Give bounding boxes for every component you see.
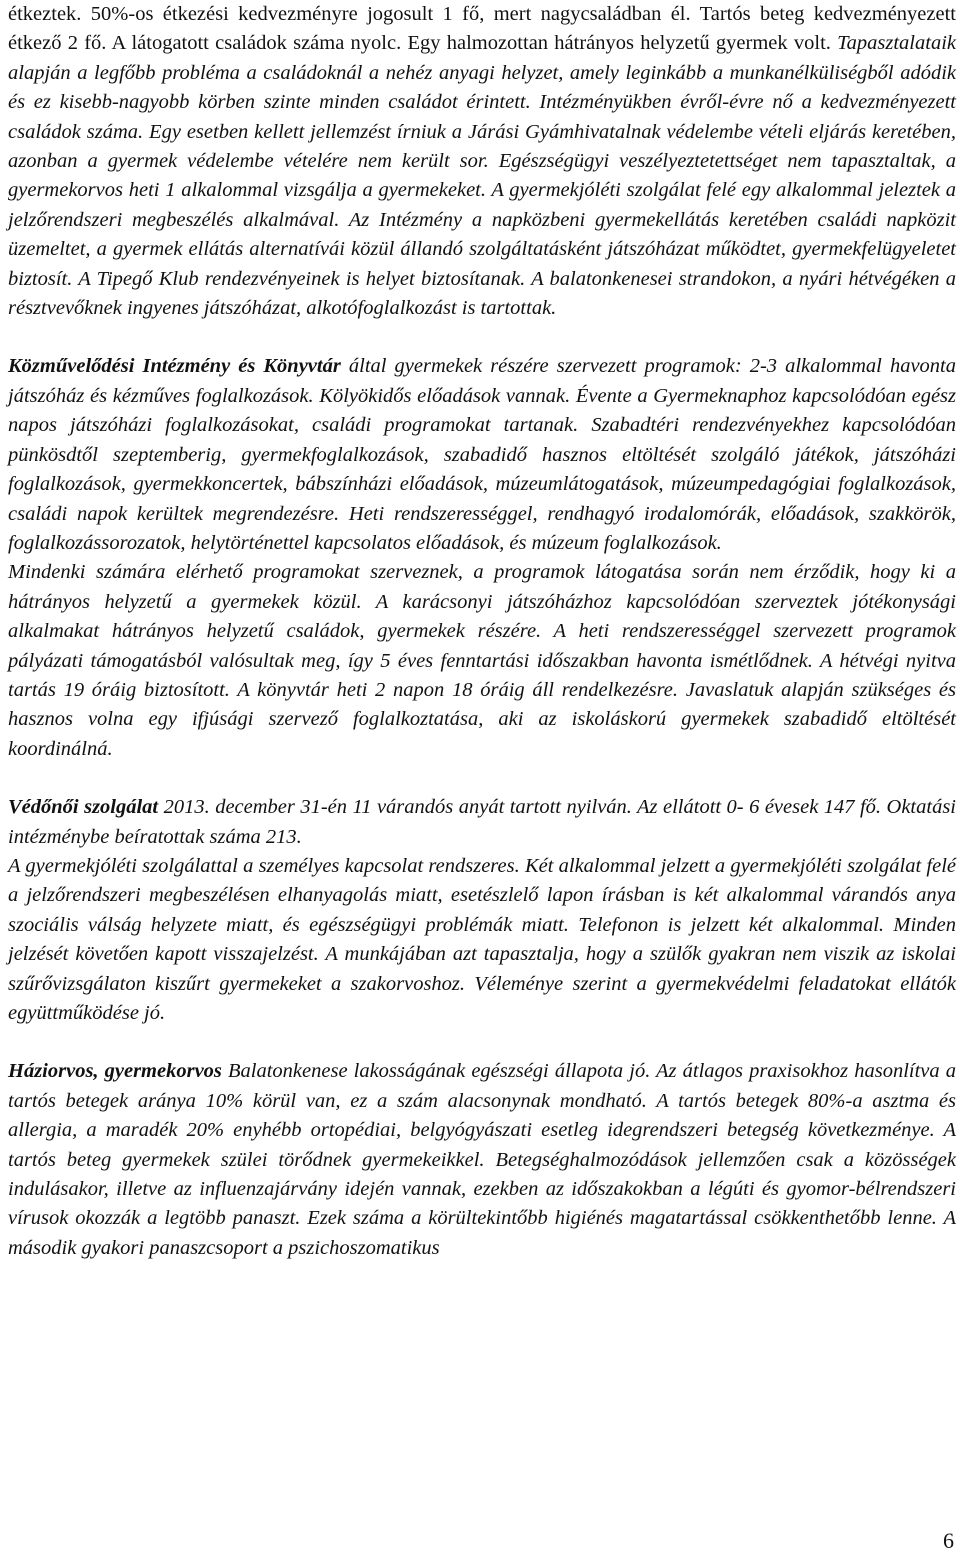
paragraph-gp-pediatrician-body: Betegséghalmozódások jellemzően csak a közösségek indulásakor, illetve az influenzajárvány idején vannak, ezekben az időszakokban a légúti és gyomor-bélrendszeri vírusok okozzák a legtöbb panaszt. Ezek száma a körültekintőbb higiénés magatartással csökkenthetőbb lenne. A második gyakori panaszcsoport a pszichoszomatikus xyxy=(8,1148,957,1259)
paragraph-cultural-institution-body: által gyermekek részére szervezett programok: 2-3 alkalommal havonta játszóház és kézműves foglalkozások. Kölyökidős előadások vannak. Évente a Gyermeknaphoz kapcsolódóan egész napos játszóházi foglalkozásokat, családi programokat tartanak. Szabadtéri rendezvényekhez kapcsolódóan pünkösdtől szeptemberig, gyermekfoglalkozások, szabadidő hasznos eltöltését szolgáló játékok, játszóházi foglalkozások, gyermekkoncertek, bábszínházi előadások, múzeumlátogatások, múzeumpedagógiai foglalkozások, családi napok kerültek megrendezésre. Heti rendszerességgel, rendhagyó irodalomórák, előadások, szakkörök, foglalkozássorozatok, helytörténettel kapcsolatos előadások, és múzeum foglalkozások. xyxy=(8,355,956,554)
paragraph-child-welfare-body: A gyermekjóléti szolgálattal a személyes kapcsolat rendszeres. Két alkalommal jelzett a gyermekjóléti szolgálat felé a jelzőrendszeri megbeszélésen elhanyagolás miatt, esetészlelő lapon írásban is két alkalommal várandós anya szociális válság helyzete miatt, és egészségügyi problémák miatt. Telefonon is jelzett két alkalommal. Minden jelzését követően kapott visszajelzést. A munkájában azt tapasztalja, hogy a szülők gyakran nem viszik az iskolai szűrővizsgálaton kiszűrt gyermekeket a szakorvoshoz. Véleménye szerint a gyermekvédelmi feladatokat ellátók együttműködése jó. xyxy=(8,854,956,1024)
paragraph-family-care-italic: Tapasztalataik alapján a legfőbb probléma a családoknál a nehéz anyagi helyzet, amely leginkább a munkanélküliségből adódik és ez kisebb-nagyobb körben szinte minden családot érintett. Intézményükben évről-évre nő a kedvezményezett családok száma. Egy esetben kellett jellemzést írniuk a Járási Gyámhivatalnak védelembe vételi eljárás keretében, azonban a gyermek védelembe vételére nem került sor. Egészségügyi veszélyeztetettséget nem tapasztaltak, a gyermekorvos heti 1 alkalommal vizsgálja a gyermekeket. A gyermekjóléti szolgálat felé egy alkalommal jeleztek a jelzőrendszeri megbeszélés alkalmával. Az Intézmény a napközbeni gyermekellátás keretében családi napközit üzemeltet, a gyermek ellátás alternatívái közül állandó szolgáltatásként játszóházat működtet, gyermekfelügyeletet biztosít. A Tipegő Klub rendezvényeinek is helyet biztosítanak. A balatonkenesei strandokon, a nyári hétvégéken a résztvevőknek ingyenes játszóházat, alkotófoglalkozást is tartottak. xyxy=(8,32,956,320)
heading-health-visitor: Védőnői szolgálat xyxy=(8,796,159,819)
paragraph-family-care-lead: étkeztek. 50%-os étkezési kedvezményre jogosult 1 fő, mert nagycsaládban él. Tartós beteg kedvezményezett étkező 2 fő. A látogatott családok száma nyolc. Egy halmozottan hátrányos helyzetű gyermek volt. xyxy=(8,3,956,55)
paragraph-gap xyxy=(8,764,956,793)
paragraph-health-visitor-body: 2013. december 31-én 11 várandós anyát tartott nyilván. Az ellátott 0- 6 évesek 147 fő. Oktatási intézménybe beíratottak száma 213. xyxy=(8,796,956,848)
heading-cultural-institution: Közművelődési Intézmény és Könyvtár xyxy=(8,355,341,378)
document-page xyxy=(8,0,956,1263)
paragraph-programs xyxy=(8,558,956,764)
paragraph-child-welfare xyxy=(8,852,956,1028)
paragraph-gap xyxy=(8,323,956,352)
paragraph-gp-pediatrician xyxy=(8,1057,956,1263)
heading-gp-pediatrician: Háziorvos, gyermekorvos xyxy=(8,1060,222,1083)
paragraph-cultural-institution xyxy=(8,352,956,558)
paragraph-health-visitor xyxy=(8,793,956,852)
page-number: 6 xyxy=(943,1528,954,1553)
paragraph-gap xyxy=(8,1028,956,1057)
paragraph-programs-body: A heti rendszerességgel szervezett programok pályázati támogatásból valósultak meg, így 5 éves fenntartási időszakban havonta ismétlődnek. A hétvégi nyitva tartás 19 óráig biztosított. A könyvtár heti 2 napon 18 óráig áll rendelkezésre. Javaslatuk alapján szükséges és hasznos volna egy ifjúsági szervező foglalkoztatása, aki az iskoláskorú gyermekek szabadidő eltöltését koordinálná. xyxy=(8,620,956,760)
paragraph-family-care xyxy=(8,0,956,323)
paragraph-gp-pediatrician-lead: Balatonkenese lakosságának egészségi állapota jó. Az átlagos praxisokhoz hasonlítva a tartós betegek aránya 10% körül van, ez a szám alacsonynak mondható. A tartós betegek 80%-a asztma és allergia, a maradék 20% enyhébb ortopédiai, belgyógyászati esetleg idegrendszeri betegség következménye. A tartós beteg gyermekek szülei törődnek gyermekeikkel. xyxy=(8,1060,956,1171)
paragraph-programs-lead: Mindenki számára elérhető programokat szerveznek, a programok látogatása során nem érződik, hogy ki a hátrányos helyzetű a gyermekek közül. A karácsonyi játszóházhoz kapcsolódóan szerveztek jótékonysági alkalmakat hátrányos helyzetű családok, gyermekek részére. xyxy=(8,561,956,643)
